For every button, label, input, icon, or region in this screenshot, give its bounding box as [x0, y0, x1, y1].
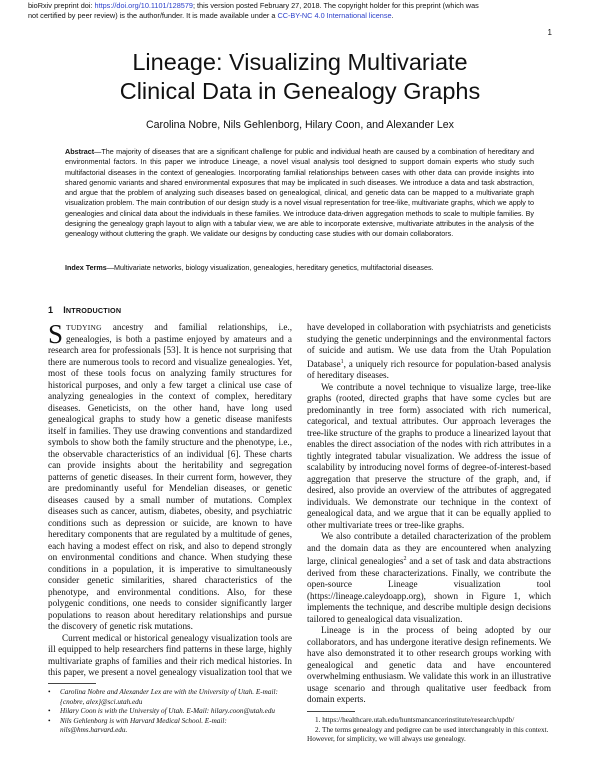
intro-paragraph-6: Lineage is in the process of being adopted by our collaborators, and has undergone iterative design refinements. We have also demonstrated it to other research groups working with genealogical and genetic data and have encountered overwhelming enthusiasm. We validate this work in an illustrative usage scenario and through qualitative user feedback from domain experts.	[307, 625, 551, 705]
affiliation-text: Hilary Coon is with the University of Utah. E-Mail: hilary.coon@utah.edu	[60, 707, 276, 716]
preprint-text: not certified by peer review) is the author/funder. It is made available under a	[28, 11, 278, 20]
footnote-ref-1: 1	[340, 358, 344, 365]
section-number: 1	[48, 305, 54, 315]
abstract	[65, 147, 534, 240]
affiliation-text: Nils Gehlenborg is with Harvard Medical School. E-mail: nils@hms.harvard.edu.	[60, 716, 227, 735]
section-heading	[48, 305, 121, 315]
paper-title	[60, 48, 540, 106]
right-column	[307, 322, 551, 706]
preprint-text: ; this version posted February 27, 2018. The copyright holder for this preprint (which was	[192, 1, 479, 10]
affiliation-item: • Carolina Nobre and Alexander Lex are with the University of Utah. E-mail: {cnobre, alex}@sci.utah.edu	[48, 688, 294, 707]
paragraph-text: , a uniquely rich resource for population-based analysis of hereditary diseases.	[307, 358, 551, 381]
paragraph-text: have developed in collaboration with psychiatrists and geneticists studying the genetic underpinnings and the environmental factors of suicide and autism. We use data from the Utah Population Database	[307, 322, 551, 369]
preprint-notice	[28, 1, 548, 21]
section-title-rest: NTRODUCTION	[65, 306, 122, 315]
paragraph-text: We also contribute a detailed characterization of the problem and the domain data as they are encountered when analyzing large, clinical genealogies	[307, 531, 551, 567]
affiliation-item: • Hilary Coon is with the University of Utah. E-Mail: hilary.coon@utah.edu	[48, 707, 276, 716]
license-link[interactable]: CC-BY-NC 4.0 International license	[277, 11, 392, 20]
footnote-1: 1. https://healthcare.utah.edu/huntsmancancerinstitute/research/updb/	[315, 716, 515, 724]
footnote-2: 2. The terms genealogy and pedigree can be used interchangeably in this context. However, for simplicity, we will always use genealogy.	[307, 725, 549, 744]
smallcaps-lead: TUDYING	[66, 323, 102, 332]
section-title-initial: I	[63, 305, 66, 315]
footnote-rule	[48, 683, 96, 684]
author-affiliations	[48, 683, 294, 736]
intro-paragraph-1	[48, 319, 292, 633]
footnote-rule	[307, 711, 355, 712]
intro-paragraph-3	[307, 322, 551, 382]
author-list: Carolina Nobre, Nils Gehlenborg, Hilary Coon, and Alexander Lex	[146, 119, 454, 131]
title-line-2: Clinical Data in Genealogy Graphs	[119, 78, 481, 104]
footnotes	[307, 711, 552, 745]
paragraph-text: and a set of task and data abstractions derived from these characterizations. Finally, we contribute the open-source Lineage visualization tool (https://lineage.caleydoapp.org), shown in Figure 1, which implements the technique, and describe multiple design decisions tailored to genealogical data visualization.	[307, 556, 552, 624]
index-terms-text: —Multivariate networks, biology visualization, genealogies, hereditary genetics, multifactorial diseases.	[106, 263, 434, 272]
index-terms	[65, 263, 534, 273]
title-line-1: Lineage: Visualizing Multivariate	[132, 49, 468, 75]
intro-paragraph-5	[307, 531, 551, 625]
drop-cap: S	[48, 319, 64, 349]
affiliation-text: Carolina Nobre and Alexander Lex are with the University of Utah. E-mail: {cnobre, alex}@sci.utah.edu	[60, 688, 278, 706]
abstract-text: —The majority of diseases that are a significant challenge for public and individual heath are caused by a combination of hereditary and environmental factors. In this paper we introduce Lineage, a novel visual analysis tool designed to support domain experts who study such multifactorial diseases in the context of genealogies. Incorporating familial relationships between cases with other data can provide insights into shared genomic variants and shared environmental exposures that may be implicated in such diseases. We introduce a data and task abstraction, and argue that the problem of analyzing such diseases based on genealogical, clinical, and genetic data can be mapped to a multivariate graph visualization problem. The main contribution of our design study is a novel visual representation for tree-like, multivariate graphs, which we apply to genealogies and clinical data about the individuals in these families. We introduce data-driven aggregation methods to scale to multiple families. By designing the genealogy graph layout to align with a tabular view, we are able to incorporate extensive, multivariate attributes in the analysis of the genealogy without cluttering the graph. We validate our designs by conducting case studies with our domain collaborators.	[65, 147, 534, 239]
index-terms-label: Index Terms	[65, 263, 107, 272]
intro-paragraph-2: Current medical or historical genealogy visualization tools are ill equipped to help researchers find patterns in these large, highly multivariate graphs of families and their rich medical histories. In this paper, we present a novel genealogy visualization tool that we	[48, 632, 292, 677]
affiliation-item: • Nils Gehlenborg is with Harvard Medical School. E-mail: nils@hms.harvard.edu.	[48, 717, 294, 736]
page-number: 1	[547, 28, 552, 37]
footnote-ref-2: 2	[403, 556, 407, 563]
preprint-text: bioRxiv preprint doi:	[28, 1, 95, 10]
doi-link[interactable]: https://doi.org/10.1101/128579	[94, 1, 193, 10]
paragraph-text: ancestry and familial relationships, i.e., genealogies, is both a pastime enjoyed by amateurs and a research area for professionals [53]. It is hence not surprising that there are numerous tools to record and visualize genealogies. Yet, most of these tools focus on analyzing family structures for historical purposes, and only a few target a clinical use case of analyzing genealogies in the context of complex, hereditary diseases. Geneticists, on the other hand, have long used genealogical graphs to study how a genetic disease manifests itself in families. They use drawing conventions and standardized symbols to show both the family structure and the phenotype, i.e., the observable characteristics of an individual [6]. These charts can provide insights about the heritability and segregation patterns of genetic diseases. In their current form, however, they are predominantly useful for Mendelian diseases, or genetic diseases caused by a small number of mutations. Complex diseases such as cancer, autism, diabetes, obesity, and psychiatric conditions such as depression or suicide, are known to have hereditary components that are regulated by a multitude of genes, each having a modest effect on risk, and also to depend strongly on environmental conditions and chance. When studying these conditions in a population, it is imperative to simultaneously consider genetic similarities, shared characteristics of the phenotype, and environmental conditions. Also, for these polygenic conditions, one needs to consider significantly larger populations to reason about hereditary relationships and pursue the discovery of genetic risk mutations.	[48, 322, 292, 631]
intro-paragraph-4: We contribute a novel technique to visualize large, tree-like graphs (rooted, directed graphs that have some cycles but are predominantly in tree form) associated with rich numerical, categorical, and textual attributes. Our approach leverages the tree-like structure of the graphs to produce a linearized layout that enables the direct association of the nodes with rich attributes in a tightly integrated tabular visualization. We address the issue of scalability by introducing novel forms of degree-of-interest-based aggregation that preserve the structure of the graph, and, if desired, also provide an overview of the attributes of aggregated individuals. We demonstrate our technique in the context of genealogical data, and we argue that it can be equally applied to other multivariate trees or tree-like graphs.	[307, 381, 551, 530]
abstract-label: Abstract	[65, 147, 95, 156]
left-column	[48, 319, 292, 679]
preprint-text: .	[391, 11, 394, 20]
